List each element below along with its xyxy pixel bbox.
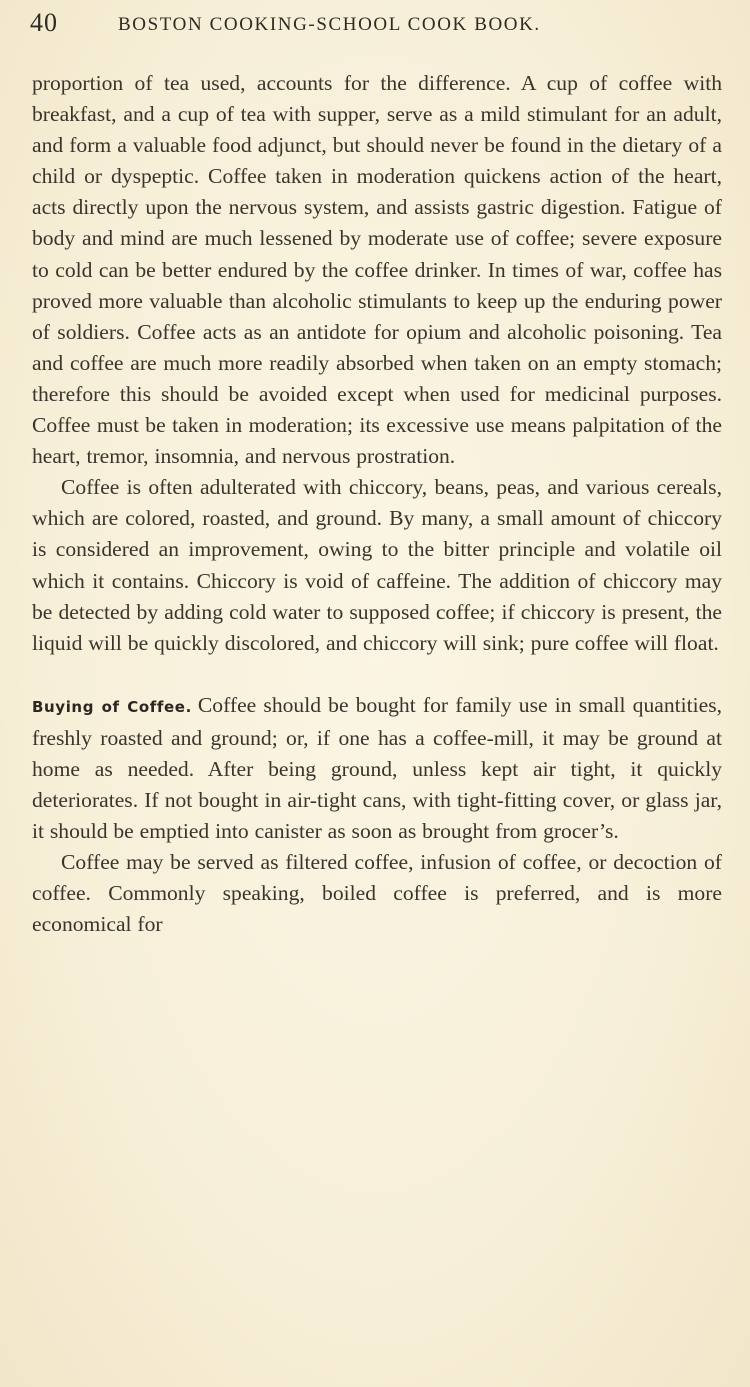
section-heading: Buying of Coffee. bbox=[32, 697, 192, 716]
section-spacer bbox=[32, 659, 722, 690]
paragraph-buying-coffee bbox=[32, 690, 722, 847]
paragraph-tea-coffee-effects: proportion of tea used, accounts for the difference. A cup of coffee with breakfast, and a cup of tea with supper, serve as a mild stimulant for an adult, and form a valuable food adjunct, but should never be found in the dietary of a child or dyspeptic. Coffee taken in moderation quickens action of the heart, acts directly upon the nervous system, and assists gastric digestion. Fatigue of body and mind are much lessened by moderate use of coffee; severe exposure to cold can be better endured by the coffee drinker. In times of war, coffee has proved more valuable than alcoholic stimulants to keep up the enduring power of soldiers. Coffee acts as an antidote for opium and alcoholic poisoning. Tea and coffee are much more readily absorbed when taken on an empty stomach; therefore this should be avoided except when used for medicinal purposes. Coffee must be taken in moderation; its excessive use means palpitation of the heart, tremor, insomnia, and nervous prostration. bbox=[32, 71, 722, 469]
body-text bbox=[32, 68, 722, 941]
paragraph-buying-coffee-text: Coffee should be bought for family use in small quantities, freshly roasted and ground; or, if one has a coffee-mill, it may be ground at home as needed. After being ground, unless kept air tight, it quickly deteriorates. If not bought in air-tight cans, with tight-fitting cover, or glass jar, it should be emptied into canister as soon as brought from grocer’s. bbox=[32, 692, 723, 844]
running-header bbox=[30, 8, 720, 48]
paragraph-chiccory-adulteration: Coffee is often adulterated with chiccory, beans, peas, and various cereals, which are colored, roasted, and ground. By many, a small amount of chiccory is considered an improvement, owing to the bitter principle and volatile oil which it contains. Chiccory is void of caffeine. The addition of chiccory may be detected by adding cold water to supposed coffee; if chiccory is present, the liquid will be quickly discolored, and chiccory will sink; pure coffee will float. bbox=[32, 475, 722, 655]
page-number: 40 bbox=[30, 8, 58, 37]
paragraph-serving-coffee: Coffee may be served as filtered coffee, infusion of coffee, or decoction of coffee. Commonly speaking, boiled coffee is preferred, and is more economical for bbox=[32, 850, 722, 937]
running-title: BOSTON COOKING-SCHOOL COOK BOOK. bbox=[118, 14, 541, 35]
